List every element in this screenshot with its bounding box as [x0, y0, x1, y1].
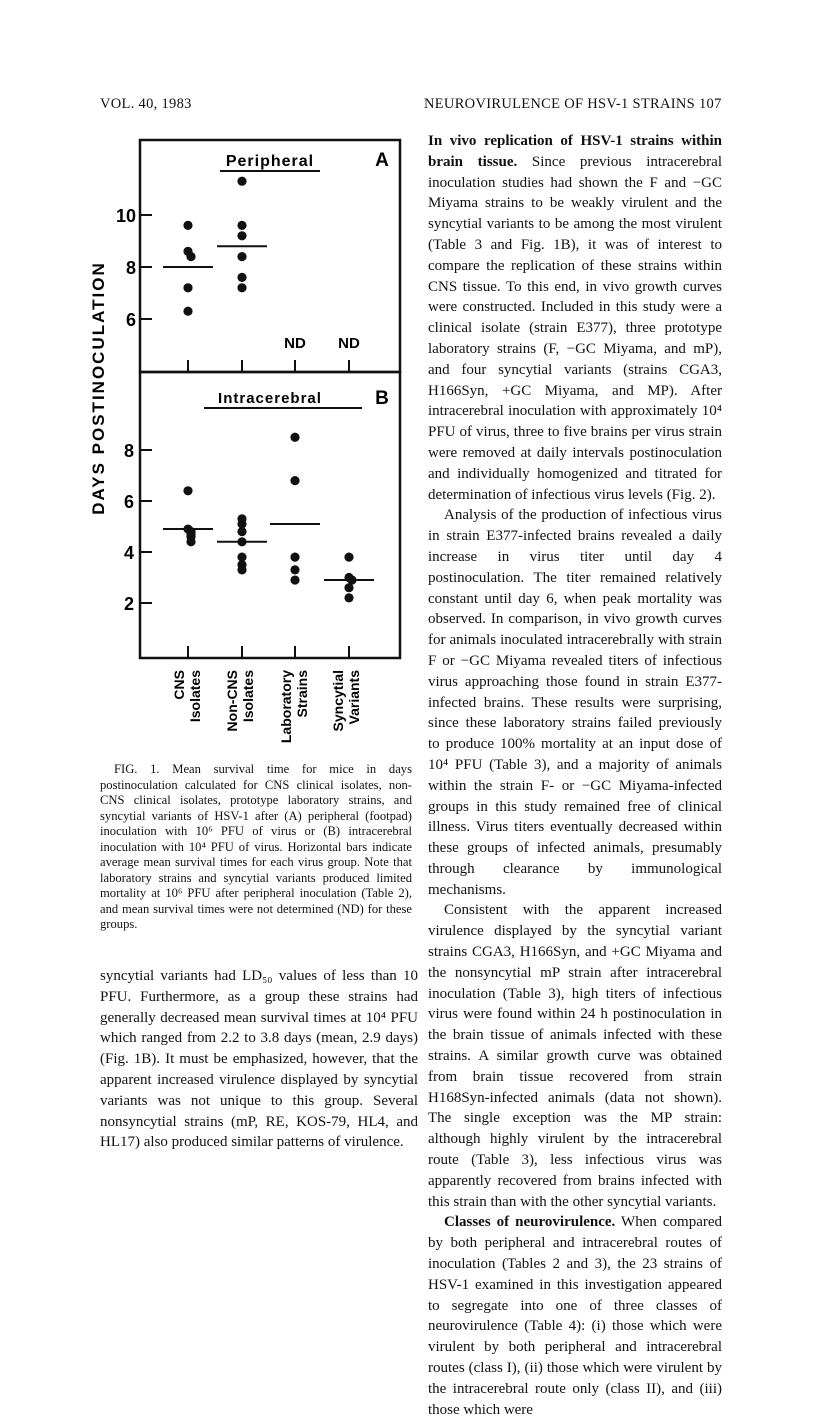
panel-a-frame — [140, 140, 400, 372]
right-column — [428, 131, 722, 1420]
panel-a-point-non-cns-isolates — [237, 252, 246, 261]
x-label-cns-1: CNS — [171, 670, 187, 700]
panel-a-point-non-cns-isolates — [237, 283, 246, 292]
tick-label-a-6: 6 — [125, 310, 136, 330]
panel-b-point-laboratory-strains — [290, 575, 299, 584]
panel-a-point-cns-isolates — [186, 252, 195, 261]
panel-a-point-non-cns-isolates — [237, 221, 246, 230]
tick-label-a-8: 8 — [125, 258, 136, 278]
panel-a-point-cns-isolates — [183, 283, 192, 292]
figure-1 — [80, 128, 420, 768]
tick-label-b-2: 2 — [123, 594, 134, 614]
panel-b-point-cns-isolates — [186, 537, 195, 546]
paragraph-text: Analysis of the production of infectious virus in strain E377-infected brains revealed a daily increase in virus titer until day 4 postinoculation. The titer remained relatively constant until day 6, when peak mortality was observed. In comparison, in vivo growth curves for animals inoculated intracerebrally with strain F or −GC Miyama revealed titers of infectious virus approaching those found in strain E377-infected brains. These results were surprising, since these laboratory strains failed previously to produce 100% mortality at an input dose of 10⁴ PFU (Table 3), and a majority of animals within the strain F- or −GC Miyama-infected groups in this study remained free of clinical illness. Virus titers eventually decreased within these groups of infected animals, presumably through clearance by immunological mechanisms. — [428, 507, 722, 898]
nd-label-laboratory: ND — [284, 335, 306, 352]
panel-a-point-non-cns-isolates — [237, 231, 246, 240]
tick-label-b-4: 4 — [123, 543, 134, 563]
y-axis-label: DAYS POSTINOCULATION — [89, 261, 108, 515]
paragraph-text: When compared by both peripheral and intracerebral routes of inoculation (Tables 2 and 3), the 23 strains of HSV-1 examined in this investigation appeared to segregate into one of three classes of neurovirulence (Table 4): (i) those which were virulent by both peripheral and intracerebral routes (class I), (ii) those which were virulent by the intracerebral route only (class II), and (iii) those which were — [428, 1214, 723, 1418]
panel-a-point-cns-isolates — [183, 307, 192, 316]
x-label-syn-2: Variants — [346, 670, 362, 725]
panel-b-letter: B — [375, 388, 389, 409]
tick-label-b-8: 8 — [123, 441, 134, 461]
paragraph-in-vivo — [428, 131, 722, 505]
running-header-title: NEUROVIRULENCE OF HSV-1 STRAINS — [424, 96, 695, 112]
panel-a-y-axis — [116, 206, 152, 330]
panel-b-point-non-cns-isolates — [237, 527, 246, 536]
section-heading-in-vivo: In vivo replication of HSV-1 strains within brain tissue. — [428, 133, 722, 170]
panel-b-point-laboratory-strains — [290, 476, 299, 485]
x-label-noncns-1: Non-CNS — [224, 670, 240, 732]
panel-b-point-syncytial-variants — [344, 593, 353, 602]
paragraph-consistent — [428, 900, 722, 1212]
nd-label-syncytial: ND — [338, 335, 360, 352]
panel-b-point-laboratory-strains — [290, 433, 299, 442]
paragraph-analysis — [428, 505, 722, 900]
panel-b-point-laboratory-strains — [290, 553, 299, 562]
panel-b-point-non-cns-isolates — [237, 565, 246, 574]
panel-b-frame — [140, 372, 400, 658]
figure-caption: FIG. 1. Mean survival time for mice in days postinoculation calculated for CNS clinical isolates, non-CNS clinical isolates, prototype laboratory strains, and syncytial variants of HSV-1 after (A) peripheral (footpad) inoculation with 10⁶ PFU of virus or (B) intracerebral inoculation with 10⁴ PFU of virus. Horizontal bars indicate average mean survival times for each virus group. Note that laboratory strains and syncytial variants produced limited mortality at 10⁶ PFU after peripheral inoculation (Table 2), and mean survival times were not determined (ND) for these groups. — [100, 762, 412, 931]
x-label-noncns-2: Isolates — [240, 670, 256, 723]
panel-a-point-cns-isolates — [183, 221, 192, 230]
x-category-labels — [171, 670, 362, 743]
x-label-lab-2: Strains — [294, 670, 310, 718]
panel-b-y-axis — [124, 441, 152, 614]
x-label-lab-1: Laboratory — [278, 670, 294, 744]
panel-b-point-laboratory-strains — [290, 565, 299, 574]
tick-label-b-6: 6 — [123, 492, 134, 512]
x-label-syn-1: Syncytial — [330, 670, 346, 732]
page-number: 107 — [699, 96, 722, 112]
panel-b-point-syncytial-variants — [344, 553, 353, 562]
panel-b-title: Intracerebral — [218, 390, 322, 407]
x-label-cns-2: Isolates — [187, 670, 203, 723]
panel-a-title: Peripheral — [225, 153, 315, 170]
panel-a-point-non-cns-isolates — [237, 273, 246, 282]
left-column-text: syncytial variants had LD₅₀ values of less than 10 PFU. Furthermore, as a group these strains had generally decreased mean survival times at 10⁴ PFU which ranged from 2.2 to 3.8 days (mean, 2.9 days) (Fig. 1B). It must be emphasized, however, that the apparent increased virulence displayed by syncytial variants was not unique to this group. Several nonsyncytial strains (mP, RE, KOS-79, HL4, and HL17) also produced similar patterns of virulence. — [100, 968, 418, 1151]
running-header-volume: VOL. 40, 1983 — [100, 96, 192, 112]
panel-b-point-cns-isolates — [183, 486, 192, 495]
paragraph-text: Since previous intracerebral inoculation studies had shown the F and −GC Miyama strains to be weakly virulent and the syncytial variants to be among the most virulent (Table 3 and Fig. 1B), it was of interest to compare the replication of these strains within CNS tissue. To this end, in vivo growth curves were constructed. Included in this study were a clinical isolate (strain E377), three prototype laboratory strains (F, −GC Miyama, and mP), and four syncytial variants (strains CGA3, H166Syn, +GC Miyama, and MP). After intracerebral inoculation with approximately 10⁴ PFU of virus, three to five brains per virus strain were removed at daily intervals postinoculation and individually homogenized and titrated for determination of infectious virus levels (Fig. 2). — [428, 153, 722, 503]
tick-label-a-10: 10 — [115, 206, 136, 226]
panel-a-point-non-cns-isolates — [237, 177, 246, 186]
section-heading-classes: Classes of neurovirulence. — [444, 1214, 616, 1231]
paragraph-classes — [428, 1212, 722, 1420]
panel-b-point-syncytial-variants — [344, 583, 353, 592]
paragraph-text: Consistent with the apparent increased virulence displayed by the syncytial variant strains CGA3, H166Syn, and +GC Miyama and the nonsyncytial mP strain after intracerebral inoculation (Table 3), high titers of infectious virus were found within 24 h postinoculation in the brain tissue of animals infected with these strains. A similar growth curve was obtained from brain tissue recovered from strain H168Syn-infected animals (data not shown). The single exception was the MP strain: although highly virulent by the intracerebral route (Table 3), less infectious virus was apparently recovered from brains infected with this strain than with the other syncytial variants. — [428, 902, 722, 1210]
panel-a-letter: A — [375, 150, 389, 171]
